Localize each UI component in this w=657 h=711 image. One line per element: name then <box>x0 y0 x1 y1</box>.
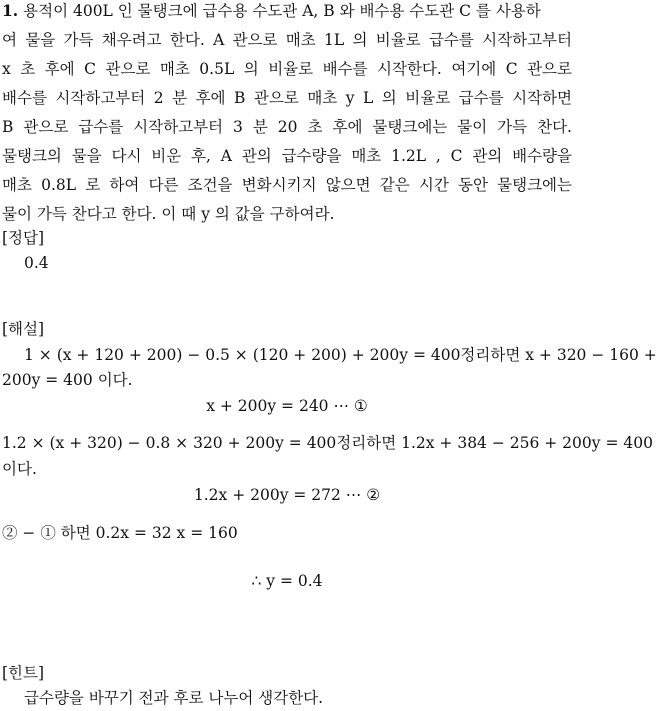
problem-text-1: 용적이 400L 인 물탱크에 급수용 수도관 A, B 와 배수용 수도관 C 를 사용하 <box>23 2 541 20</box>
problem-line-5: B 관으로 급수를 시작하고부터 3 분 20 초 후에 물탱크에는 물이 가득 찬다. <box>2 118 572 136</box>
problem-number: 1. <box>2 1 19 20</box>
solution-line-4: 이다. <box>2 460 37 478</box>
problem-line-7: 매초 0.8L 로 하여 다른 조건을 변화시키지 않으면 같은 시간 동안 물탱크에는 <box>2 176 572 194</box>
problem-line-2: 여 물을 가득 채우려고 한다. A 관으로 매초 1L 의 비율로 급수를 시작하고부터 <box>2 31 572 49</box>
solution-equation-2: 1.2x + 200y = 272 ⋯ ② <box>193 486 381 504</box>
problem-line-1 <box>2 0 572 24</box>
solution-line-3: 1.2 × (x + 320) − 0.8 × 320 + 200y = 400정리하면 1.2x + 384 − 256 + 200y = 400 <box>2 434 653 452</box>
problem-line-6: 물탱크의 물을 다시 비운 후, A 관의 급수량을 매초 1.2L , C 관의 배수량을 <box>2 147 572 165</box>
problem-line-8: 물이 가득 찬다고 한다. 이 때 y 의 값을 구하여라. <box>2 205 335 223</box>
solution-conclusion: ∴ y = 0.4 <box>251 572 323 590</box>
solution-line-1: 1 × (x + 120 + 200) − 0.5 × (120 + 200) + 200y = 400정리하면 x + 320 − 160 + <box>24 346 657 364</box>
solution-line-2: 200y = 400 이다. <box>2 371 133 389</box>
hint-header: [힌트] <box>2 664 45 682</box>
solution-header: [해설] <box>2 320 45 338</box>
problem-line-4: 배수를 시작하고부터 2 분 후에 B 관으로 매초 y L 의 비율로 급수를 시작하면 <box>2 89 572 107</box>
hint-text: 급수량을 바꾸기 전과 후로 나누어 생각한다. <box>24 689 324 707</box>
solution-equation-1: x + 200y = 240 ⋯ ① <box>206 397 368 415</box>
solution-line-5: ② − ① 하면 0.2x = 32 x = 160 <box>2 524 238 542</box>
problem-line-3: x 초 후에 C 관으로 매초 0.5L 의 비율로 배수를 시작한다. 여기에 C 관으로 <box>2 60 572 78</box>
answer-value: 0.4 <box>24 254 49 272</box>
answer-header: [정답] <box>2 229 45 247</box>
